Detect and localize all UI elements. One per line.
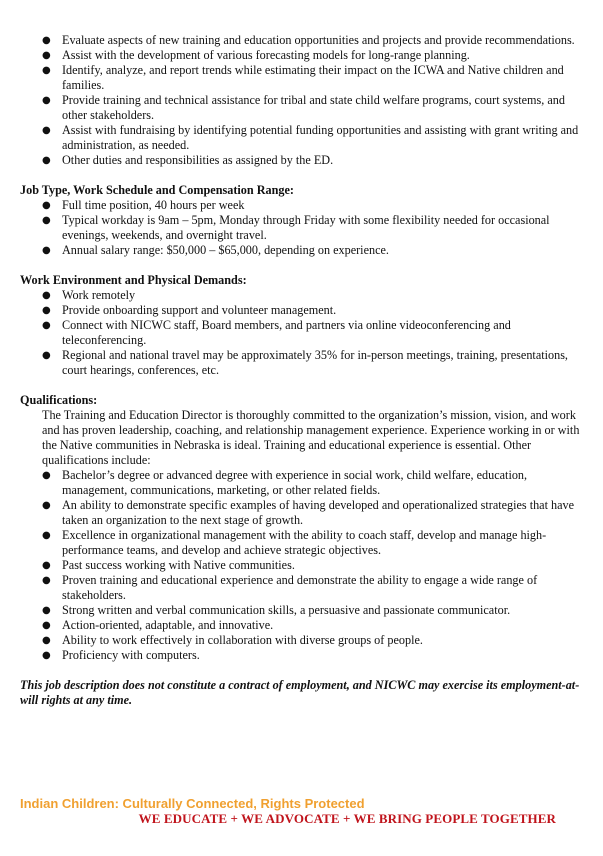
bullet-icon: ●: [42, 95, 51, 106]
list-item-text: Strong written and verbal communication skills, a persuasive and passionate communicator.: [62, 603, 511, 617]
bullet-icon: ●: [42, 215, 51, 226]
list-item-text: Annual salary range: $50,000 – $65,000, depending on experience.: [62, 243, 389, 257]
list-item-text: Ability to work effectively in collaboration with diverse groups of people.: [62, 633, 423, 647]
list-item: [20, 123, 580, 153]
list-item-text: An ability to demonstrate specific examples of having developed and operationalized strategies that have taken an organization to the next stage of growth.: [62, 498, 575, 527]
list-item-text: Provide training and technical assistance for tribal and state child welfare programs, court systems, and other stakeholders.: [62, 93, 565, 122]
list-item: [20, 153, 580, 168]
qualifications-list: [20, 468, 580, 663]
footer-motto: WE EDUCATE + WE ADVOCATE + WE BRING PEOPLE TOGETHER: [138, 811, 556, 826]
list-item: [20, 558, 580, 573]
list-item-text: Action-oriented, adaptable, and innovative.: [62, 618, 274, 632]
bullet-icon: ●: [42, 530, 51, 541]
list-item: [20, 243, 580, 258]
list-item-text: Regional and national travel may be approximately 35% for in-person meetings, training, presentations, court hearings, conferences, etc.: [62, 348, 568, 377]
list-item: [20, 303, 580, 318]
list-item: [20, 33, 580, 48]
bullet-icon: ●: [42, 290, 51, 301]
list-item-text: Past success working with Native communities.: [62, 558, 295, 572]
list-item-text: Work remotely: [62, 288, 136, 302]
list-item: [20, 633, 580, 648]
bullet-icon: ●: [42, 500, 51, 511]
bullet-icon: ●: [42, 320, 51, 331]
bullet-icon: ●: [42, 155, 51, 166]
list-item: [20, 648, 580, 663]
list-item: [20, 348, 580, 378]
bullet-icon: ●: [42, 200, 51, 211]
bullet-icon: ●: [42, 635, 51, 646]
bullet-icon: ●: [42, 560, 51, 571]
list-item-text: Proven training and educational experience and demonstrate the ability to engage a wide range of stakeholders.: [62, 573, 538, 602]
job-type-heading: Job Type, Work Schedule and Compensation Range:: [20, 183, 294, 197]
list-item: [20, 528, 580, 558]
qualifications-intro: The Training and Education Director is thoroughly committed to the organization’s mission, vision, and work and has proven leadership, coaching, and relationship management experience. Experience working in or with the Native communities in Nebraska is ideal. Training and educational experience is essential. Other qualifications include:: [42, 408, 580, 467]
duties-list: [20, 33, 580, 168]
list-item-text: Connect with NICWC staff, Board members, and partners via online videoconferencing and teleconferencing.: [62, 318, 511, 347]
bullet-icon: ●: [42, 350, 51, 361]
bullet-icon: ●: [42, 470, 51, 481]
job-type-section: [20, 183, 580, 258]
bullet-icon: ●: [42, 305, 51, 316]
list-item: [20, 63, 580, 93]
list-item-text: Excellence in organizational management with the ability to coach staff, develop and manage high-performance teams, and develop and achieve strategic objectives.: [62, 528, 547, 557]
list-item: [20, 573, 580, 603]
work-environment-list: [20, 288, 580, 378]
bullet-icon: ●: [42, 245, 51, 256]
work-environment-section: [20, 273, 580, 378]
work-environment-heading: Work Environment and Physical Demands:: [20, 273, 247, 287]
list-item-text: Provide onboarding support and volunteer management.: [62, 303, 337, 317]
list-item-text: Other duties and responsibilities as assigned by the ED.: [62, 153, 334, 167]
job-type-list: [20, 198, 580, 258]
bullet-icon: ●: [42, 65, 51, 76]
list-item: [20, 93, 580, 123]
bullet-icon: ●: [42, 50, 51, 61]
bullet-icon: ●: [42, 605, 51, 616]
bullet-icon: ●: [42, 35, 51, 46]
document-body: [20, 33, 580, 720]
list-item-text: Bachelor’s degree or advanced degree with experience in social work, child welfare, education, management, communications, marketing, or other related fields.: [62, 468, 528, 497]
bullet-icon: ●: [42, 650, 51, 661]
employment-disclaimer: This job description does not constitute a contract of employment, and NICWC may exercise its employment-at-will rights at any time.: [20, 678, 580, 707]
list-item: [20, 318, 580, 348]
list-item: [20, 603, 580, 618]
qualifications-section: [20, 393, 580, 663]
list-item: [20, 288, 580, 303]
list-item: [20, 198, 580, 213]
list-item-text: Assist with the development of various forecasting models for long-range planning.: [62, 48, 470, 62]
bullet-icon: ●: [42, 620, 51, 631]
list-item: [20, 618, 580, 633]
list-item-text: Identify, analyze, and report trends while estimating their impact on the ICWA and Native children and families.: [62, 63, 564, 92]
footer-tagline: Indian Children: Culturally Connected, Rights Protected: [20, 796, 365, 811]
list-item-text: Typical workday is 9am – 5pm, Monday through Friday with some flexibility needed for occasional evenings, weekends, and overnight travel.: [62, 213, 550, 242]
list-item: [20, 468, 580, 498]
qualifications-heading: Qualifications:: [20, 393, 98, 407]
list-item: [20, 498, 580, 528]
list-item-text: Evaluate aspects of new training and education opportunities and projects and provide recommendations.: [62, 33, 575, 47]
list-item: [20, 48, 580, 63]
list-item-text: Proficiency with computers.: [62, 648, 200, 662]
list-item: [20, 213, 580, 243]
list-item-text: Full time position, 40 hours per week: [62, 198, 245, 212]
bullet-icon: ●: [42, 125, 51, 136]
list-item-text: Assist with fundraising by identifying potential funding opportunities and assisting with grant writing and administration, as needed.: [62, 123, 579, 152]
bullet-icon: ●: [42, 575, 51, 586]
